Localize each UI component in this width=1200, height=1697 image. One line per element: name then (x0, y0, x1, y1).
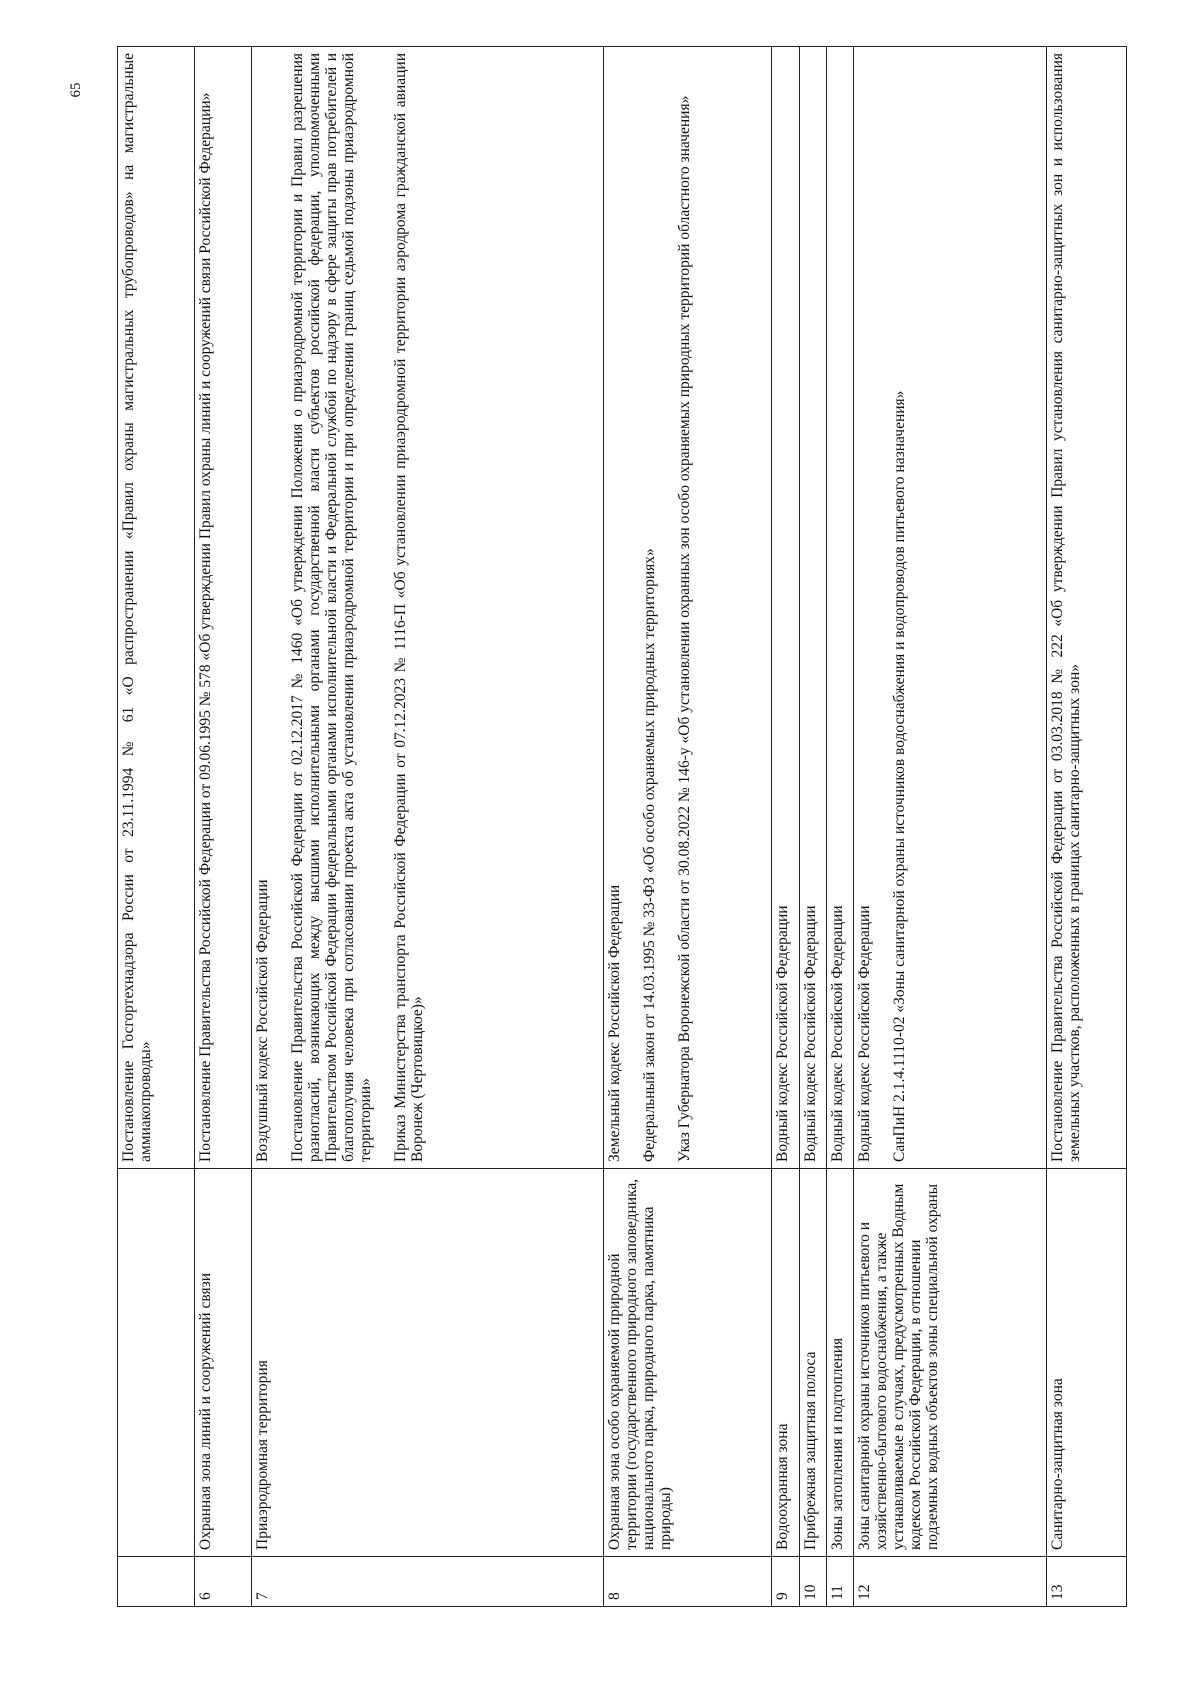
table-row (799, 47, 826, 1607)
table-row (195, 47, 252, 1607)
doc-reference: Постановление Госгортехнадзора России от 23.11.1994 № 61 «О распространении «Правил охраны магистральных трубопроводов» на магистральные аммиакопроводы» (120, 53, 155, 1162)
row-number: 8 (604, 1557, 772, 1607)
row-number: 9 (772, 1557, 799, 1607)
row-number: 10 (799, 1557, 826, 1607)
doc-reference: Земельный кодекс Российской Федерации (606, 884, 624, 1162)
row-number: 12 (854, 1557, 1047, 1607)
doc-reference: Постановление Правительства Российской Федерации от 03.03.2018 № 222 «Об утверждении Правил установления санитарно-защитных зон и использования земельных участков, расположенных в границах санитарно-защитных зон» (1049, 53, 1084, 1162)
zone-name: Санитарно-защитная зона (1047, 1169, 1127, 1557)
doc-reference: Водный кодекс Российской Федерации (856, 905, 874, 1162)
zone-name: Водоохранная зона (772, 1169, 799, 1557)
zone-name: Приаэродромная территория (252, 1169, 604, 1557)
doc-reference: Постановление Правительства Российской Федерации от 09.06.1995 № 578 «Об утверждении Правил охраны линий и сооружений связи Российской Федерации» (197, 92, 215, 1162)
row-number (118, 1557, 195, 1607)
regulatory-docs (118, 47, 195, 1169)
zone-name: Зоны санитарной охраны источников питьевого и хозяйственно-бытового водоснабжения, а также устанавливаемые в случаях, предусмотренных Водным кодексом Российской Федерации, в отношении подземных водных объектов зоны специальной охраны (854, 1169, 1047, 1557)
regulatory-docs (195, 47, 252, 1169)
doc-reference: Указ Губернатора Воронежской области от 30.08.2022 № 146-у «Об установлении охранных зон особо охраняемых природных территорий областного значения» (676, 95, 694, 1162)
regulatory-docs (1047, 47, 1127, 1169)
regulatory-docs (827, 47, 854, 1169)
row-number: 6 (195, 1557, 252, 1607)
doc-reference: Водный кодекс Российской Федерации (774, 905, 792, 1162)
zone-name: Прибрежная защитная полоса (799, 1169, 826, 1557)
regulatory-docs (799, 47, 826, 1169)
regulatory-docs (252, 47, 604, 1169)
zone-name: Охранная зона особо охраняемой природной территории (государственного природного заповедника, национального парка, природного парка, памятника природы) (604, 1169, 772, 1557)
table-row (772, 47, 799, 1607)
regulatory-docs (854, 47, 1047, 1169)
table-row (1047, 47, 1127, 1607)
doc-reference: Водный кодекс Российской Федерации (801, 905, 819, 1162)
table-row (827, 47, 854, 1607)
rotated-page-content (117, 47, 1127, 1607)
zone-name (118, 1169, 195, 1557)
zone-name: Зоны затопления и подтопления (827, 1169, 854, 1557)
doc-reference: СанПиН 2.1.4.1110-02 «Зоны санитарной охраны источников водоснабжения и водопроводов питьевого назначения» (891, 390, 909, 1162)
doc-reference: Водный кодекс Российской Федерации (829, 905, 846, 1162)
zones-table (117, 46, 1127, 1607)
page-number: 65 (67, 82, 84, 98)
zone-name: Охранная зона линий и сооружений связи (195, 1169, 252, 1557)
table-row (604, 47, 772, 1607)
table-row (854, 47, 1047, 1607)
regulatory-docs (772, 47, 799, 1169)
doc-reference: Приказ Министерства транспорта Российской Федерации от 07.12.2023 № 1116-П «Об установлении приаэродромной территории аэродрома гражданской авиации Воронеж (Чертовицкое)» (392, 53, 427, 1162)
doc-reference: Федеральный закон от 14.03.1995 № 33-ФЗ «Об особо охраняемых природных территориях» (641, 548, 659, 1162)
table-row (118, 47, 195, 1607)
doc-reference: Постановление Правительства Российской Федерации от 02.12.2017 № 1460 «Об утверждении Положения о приаэродромной территории и Правил разрешения разногласий, возникающих между высшими исполнительными органами государственной власти субъектов российской федерации, уполномоченными Правительством Российской Федерации федеральными органами исполнительной власти и Федеральной службой по надзору в сфере защиты прав потребителей и благополучия человека при согласовании проекта акта об установлении приаэродромной территории и при определении границ седьмой подзоны приаэродромной территории» (289, 53, 375, 1162)
table-row (252, 47, 604, 1607)
row-number: 7 (252, 1557, 604, 1607)
regulatory-docs (604, 47, 772, 1169)
row-number: 11 (827, 1557, 854, 1607)
row-number: 13 (1047, 1557, 1127, 1607)
doc-reference: Воздушный кодекс Российской Федерации (254, 879, 272, 1162)
